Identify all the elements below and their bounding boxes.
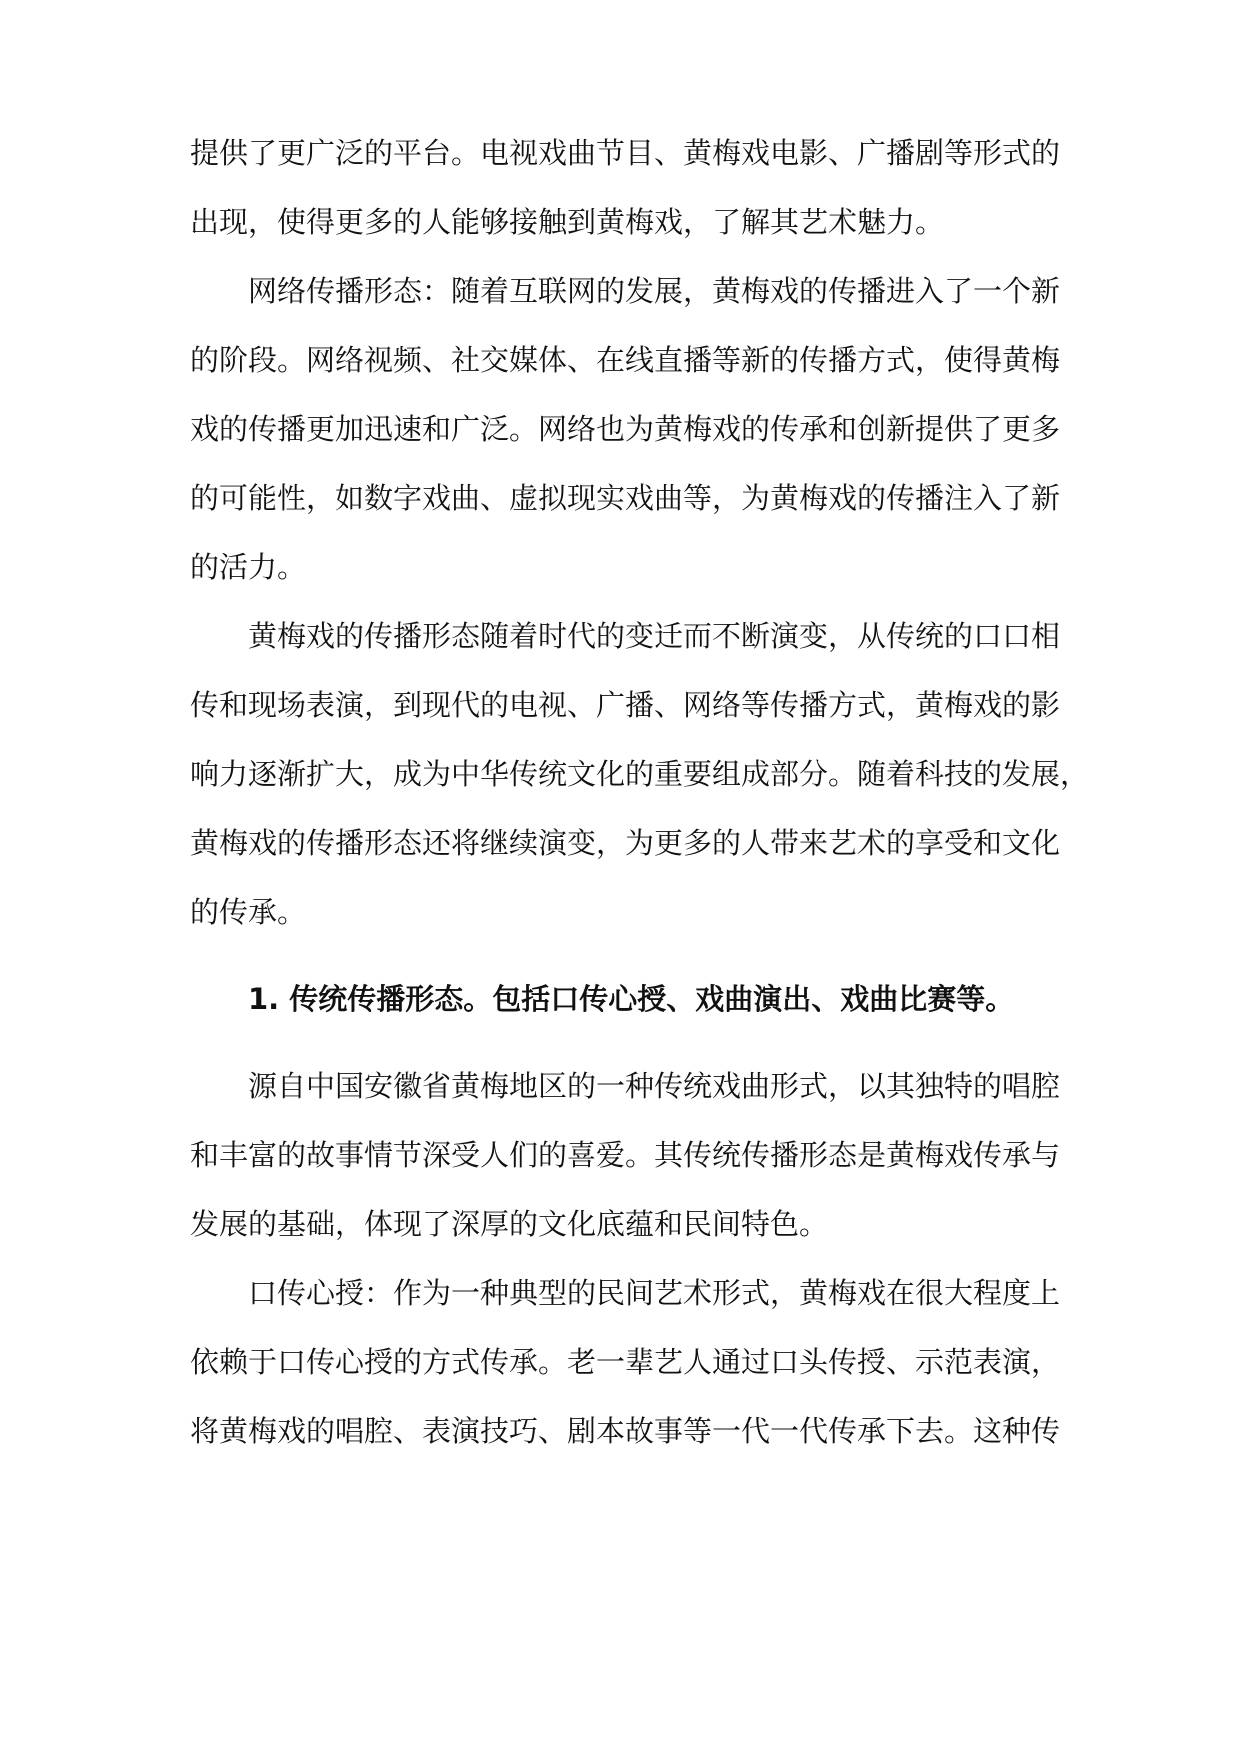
section-heading: 1. 传统传播形态。包括口传心授、戏曲演出、戏曲比赛等。: [248, 982, 1015, 1016]
paragraph-line: 口传心授：作为一种典型的民间艺术形式，黄梅戏在很大程度上: [248, 1276, 1061, 1310]
paragraph-line: 戏的传播更加迅速和广泛。网络也为黄梅戏的传承和创新提供了更多: [190, 412, 1061, 446]
paragraph-line: 响力逐渐扩大，成为中华传统文化的重要组成部分。随着科技的发展，: [190, 757, 1090, 791]
paragraph-line: 和丰富的故事情节深受人们的喜爱。其传统传播形态是黄梅戏传承与: [190, 1138, 1061, 1172]
paragraph-line: 的可能性，如数字戏曲、虚拟现实戏曲等，为黄梅戏的传播注入了新: [190, 481, 1061, 515]
paragraph-line: 的传承。: [190, 895, 307, 929]
paragraph-line: 传和现场表演，到现代的电视、广播、网络等传播方式，黄梅戏的影: [190, 688, 1061, 722]
paragraph-line: 依赖于口传心授的方式传承。老一辈艺人通过口头传授、示范表演，: [190, 1345, 1061, 1379]
paragraph-line: 源自中国安徽省黄梅地区的一种传统戏曲形式，以其独特的唱腔: [248, 1069, 1061, 1103]
paragraph-line: 黄梅戏的传播形态还将继续演变，为更多的人带来艺术的享受和文化: [190, 826, 1061, 860]
paragraph-line: 网络传播形态：随着互联网的发展，黄梅戏的传播进入了一个新: [248, 274, 1061, 308]
paragraph-line: 发展的基础，体现了深厚的文化底蕴和民间特色。: [190, 1207, 829, 1241]
paragraph-line: 的活力。: [190, 550, 307, 584]
paragraph-line: 的阶段。网络视频、社交媒体、在线直播等新的传播方式，使得黄梅: [190, 343, 1061, 377]
paragraph-line: 提供了更广泛的平台。电视戏曲节目、黄梅戏电影、广播剧等形式的: [190, 136, 1061, 170]
paragraph-line: 黄梅戏的传播形态随着时代的变迁而不断演变，从传统的口口相: [248, 619, 1061, 653]
paragraph-line: 出现，使得更多的人能够接触到黄梅戏，了解其艺术魅力。: [190, 205, 945, 239]
paragraph-line: 将黄梅戏的唱腔、表演技巧、剧本故事等一代一代传承下去。这种传: [190, 1414, 1061, 1448]
